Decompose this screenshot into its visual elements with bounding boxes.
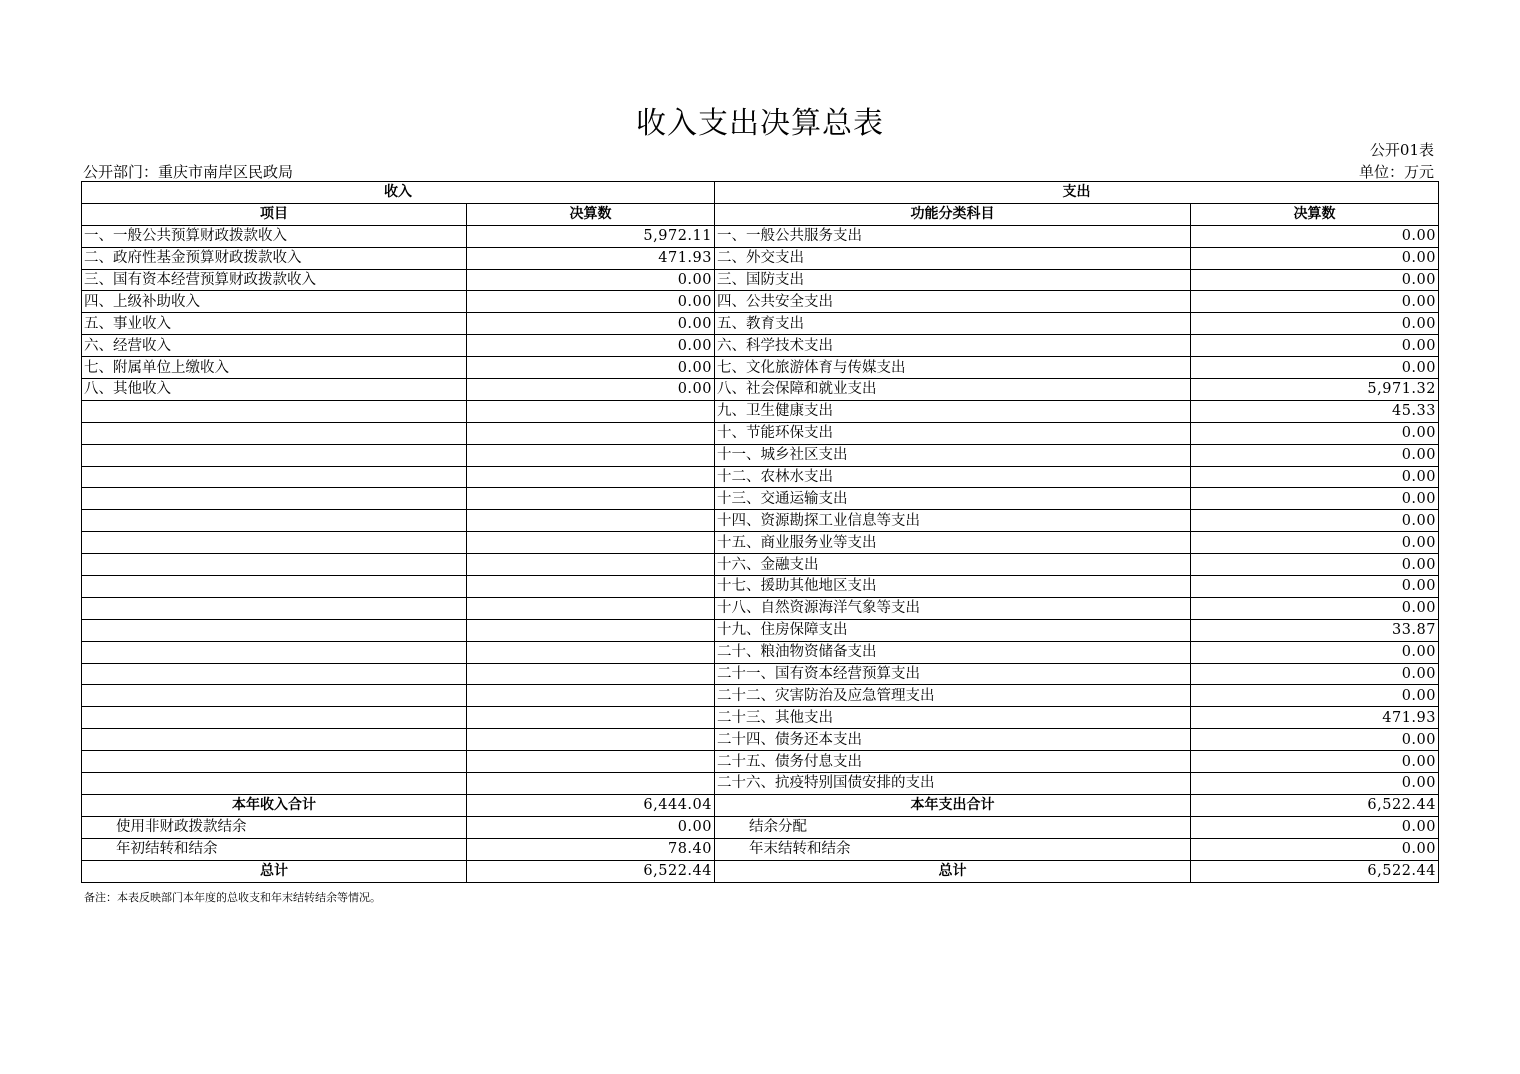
footnote: 备注：本表反映部门本年度的总收支和年末结转结余等情况。 xyxy=(84,891,381,904)
expense-amount-cell: 0.00 xyxy=(1191,838,1439,860)
page-title: 收入支出决算总表 xyxy=(636,106,884,141)
table-row xyxy=(82,422,1439,444)
income-amount-cell xyxy=(467,641,715,663)
expense-section-header: 支出 xyxy=(715,182,1439,204)
income-amount-cell xyxy=(467,532,715,554)
income-item-cell xyxy=(82,597,467,619)
income-item-cell xyxy=(82,707,467,729)
expense-amount-cell: 471.93 xyxy=(1191,707,1439,729)
expense-amount-cell: 0.00 xyxy=(1191,291,1439,313)
income-amount-cell: 6,444.04 xyxy=(467,794,715,816)
expense-item-cell: 四、公共安全支出 xyxy=(715,291,1191,313)
expense-amount-cell: 0.00 xyxy=(1191,466,1439,488)
expense-item-cell: 十五、商业服务业等支出 xyxy=(715,532,1191,554)
income-section-header: 收入 xyxy=(82,182,715,204)
income-item-cell: 三、国有资本经营预算财政拨款收入 xyxy=(82,269,467,291)
expense-item-cell: 二十二、灾害防治及应急管理支出 xyxy=(715,685,1191,707)
income-item-cell xyxy=(82,663,467,685)
income-amount-cell: 0.00 xyxy=(467,335,715,357)
table-row xyxy=(82,641,1439,663)
form-number: 公开01表 xyxy=(1369,141,1434,159)
income-item-cell xyxy=(82,773,467,795)
table-row xyxy=(82,707,1439,729)
expense-item-cell: 二十六、抗疫特别国债安排的支出 xyxy=(715,773,1191,795)
income-item-cell: 年初结转和结余 xyxy=(82,838,467,860)
expense-item-cell: 年末结转和结余 xyxy=(715,838,1191,860)
income-amount-cell xyxy=(467,619,715,641)
income-item-cell: 五、事业收入 xyxy=(82,313,467,335)
table-row xyxy=(82,532,1439,554)
income-amount-cell xyxy=(467,576,715,598)
expense-item-cell: 十八、自然资源海洋气象等支出 xyxy=(715,597,1191,619)
expense-amount-cell: 0.00 xyxy=(1191,576,1439,598)
income-item-cell: 二、政府性基金预算财政拨款收入 xyxy=(82,247,467,269)
expense-item-cell: 二十、粮油物资储备支出 xyxy=(715,641,1191,663)
expense-amount-cell: 0.00 xyxy=(1191,225,1439,247)
expense-amount-cell: 0.00 xyxy=(1191,269,1439,291)
table-row xyxy=(82,729,1439,751)
amount-column-header: 决算数 xyxy=(467,203,715,225)
expense-item-cell: 结余分配 xyxy=(715,816,1191,838)
income-amount-cell: 0.00 xyxy=(467,357,715,379)
table-row xyxy=(82,576,1439,598)
income-item-cell: 八、其他收入 xyxy=(82,379,467,401)
expense-amount-cell: 0.00 xyxy=(1191,422,1439,444)
expense-item-cell: 八、社会保障和就业支出 xyxy=(715,379,1191,401)
expense-amount-cell: 45.33 xyxy=(1191,400,1439,422)
unit-label: 单位：万元 xyxy=(1358,163,1434,181)
expense-item-cell: 十二、农林水支出 xyxy=(715,466,1191,488)
income-item-cell xyxy=(82,685,467,707)
income-item-cell xyxy=(82,444,467,466)
expense-item-cell: 本年支出合计 xyxy=(715,794,1191,816)
expense-item-cell: 十九、住房保障支出 xyxy=(715,619,1191,641)
expense-item-cell: 六、科学技术支出 xyxy=(715,335,1191,357)
expense-item-cell: 十四、资源勘探工业信息等支出 xyxy=(715,510,1191,532)
balance-row xyxy=(82,838,1439,860)
income-amount-cell: 6,522.44 xyxy=(467,860,715,882)
income-amount-cell: 78.40 xyxy=(467,838,715,860)
income-item-cell xyxy=(82,554,467,576)
table-row xyxy=(82,291,1439,313)
income-item-cell xyxy=(82,400,467,422)
expense-amount-cell: 6,522.44 xyxy=(1191,794,1439,816)
income-amount-cell: 5,972.11 xyxy=(467,225,715,247)
expense-amount-cell: 0.00 xyxy=(1191,641,1439,663)
table-row xyxy=(82,554,1439,576)
income-amount-cell: 0.00 xyxy=(467,291,715,313)
income-amount-cell xyxy=(467,510,715,532)
income-amount-cell: 0.00 xyxy=(467,313,715,335)
income-amount-cell xyxy=(467,729,715,751)
income-amount-cell xyxy=(467,488,715,510)
income-item-cell xyxy=(82,488,467,510)
income-item-cell xyxy=(82,532,467,554)
expense-amount-cell: 0.00 xyxy=(1191,247,1439,269)
table-row xyxy=(82,751,1439,773)
table-row xyxy=(82,466,1439,488)
expense-amount-cell: 0.00 xyxy=(1191,335,1439,357)
table-row xyxy=(82,400,1439,422)
expense-item-cell: 五、教育支出 xyxy=(715,313,1191,335)
expense-item-cell: 二十五、债务付息支出 xyxy=(715,751,1191,773)
expense-amount-cell: 33.87 xyxy=(1191,619,1439,641)
income-amount-cell xyxy=(467,685,715,707)
expense-item-cell: 十六、金融支出 xyxy=(715,554,1191,576)
expense-item-cell: 二、外交支出 xyxy=(715,247,1191,269)
income-item-cell xyxy=(82,422,467,444)
expense-item-cell: 三、国防支出 xyxy=(715,269,1191,291)
expense-amount-cell: 0.00 xyxy=(1191,663,1439,685)
income-amount-cell xyxy=(467,444,715,466)
expense-item-cell: 七、文化旅游体育与传媒支出 xyxy=(715,357,1191,379)
income-amount-cell: 0.00 xyxy=(467,269,715,291)
income-amount-cell xyxy=(467,466,715,488)
table-row xyxy=(82,488,1439,510)
expense-amount-cell: 0.00 xyxy=(1191,816,1439,838)
income-amount-cell: 0.00 xyxy=(467,816,715,838)
income-item-cell xyxy=(82,466,467,488)
table-row xyxy=(82,663,1439,685)
function-item-column-header: 功能分类科目 xyxy=(715,203,1191,225)
expense-item-cell: 九、卫生健康支出 xyxy=(715,400,1191,422)
income-amount-cell xyxy=(467,707,715,729)
expense-amount-cell: 0.00 xyxy=(1191,554,1439,576)
department-label: 公开部门：重庆市南岸区民政局 xyxy=(83,163,294,181)
income-item-cell: 四、上级补助收入 xyxy=(82,291,467,313)
expense-item-cell: 十一、城乡社区支出 xyxy=(715,444,1191,466)
table-row xyxy=(82,225,1439,247)
table-row xyxy=(82,357,1439,379)
table-row xyxy=(82,510,1439,532)
income-item-cell xyxy=(82,576,467,598)
expense-amount-cell: 0.00 xyxy=(1191,773,1439,795)
table-row xyxy=(82,313,1439,335)
expense-amount-cell: 0.00 xyxy=(1191,729,1439,751)
income-item-cell: 一、一般公共预算财政拨款收入 xyxy=(82,225,467,247)
income-item-cell xyxy=(82,729,467,751)
table-row xyxy=(82,685,1439,707)
expense-amount-column-header: 决算数 xyxy=(1191,203,1439,225)
expense-item-cell: 二十三、其他支出 xyxy=(715,707,1191,729)
table-row xyxy=(82,379,1439,401)
expense-item-cell: 总计 xyxy=(715,860,1191,882)
income-item-cell xyxy=(82,619,467,641)
expense-item-cell: 一、一般公共服务支出 xyxy=(715,225,1191,247)
item-column-header: 项目 xyxy=(82,203,467,225)
income-amount-cell xyxy=(467,751,715,773)
expense-item-cell: 十三、交通运输支出 xyxy=(715,488,1191,510)
income-item-cell xyxy=(82,751,467,773)
expense-amount-cell: 0.00 xyxy=(1191,751,1439,773)
expense-item-cell: 十七、援助其他地区支出 xyxy=(715,576,1191,598)
column-header-row xyxy=(82,203,1439,225)
table-row xyxy=(82,444,1439,466)
table-row xyxy=(82,597,1439,619)
expense-amount-cell: 0.00 xyxy=(1191,357,1439,379)
income-item-cell: 六、经营收入 xyxy=(82,335,467,357)
income-amount-cell xyxy=(467,554,715,576)
income-amount-cell xyxy=(467,663,715,685)
expense-amount-cell: 0.00 xyxy=(1191,444,1439,466)
budget-table xyxy=(81,181,1439,883)
income-amount-cell xyxy=(467,422,715,444)
expense-amount-cell: 0.00 xyxy=(1191,510,1439,532)
total-row xyxy=(82,860,1439,882)
subtotal-row xyxy=(82,794,1439,816)
income-item-cell: 使用非财政拨款结余 xyxy=(82,816,467,838)
income-item-cell: 七、附属单位上缴收入 xyxy=(82,357,467,379)
income-amount-cell xyxy=(467,400,715,422)
income-amount-cell xyxy=(467,597,715,619)
expense-item-cell: 二十一、国有资本经营预算支出 xyxy=(715,663,1191,685)
expense-amount-cell: 0.00 xyxy=(1191,488,1439,510)
income-amount-cell xyxy=(467,773,715,795)
income-item-cell xyxy=(82,641,467,663)
table-row xyxy=(82,269,1439,291)
expense-item-cell: 二十四、债务还本支出 xyxy=(715,729,1191,751)
table-row xyxy=(82,619,1439,641)
table-row xyxy=(82,335,1439,357)
expense-item-cell: 十、节能环保支出 xyxy=(715,422,1191,444)
income-item-cell: 本年收入合计 xyxy=(82,794,467,816)
table-row xyxy=(82,773,1439,795)
expense-amount-cell: 0.00 xyxy=(1191,532,1439,554)
expense-amount-cell: 5,971.32 xyxy=(1191,379,1439,401)
expense-amount-cell: 0.00 xyxy=(1191,597,1439,619)
section-header-row xyxy=(82,182,1439,204)
expense-amount-cell: 0.00 xyxy=(1191,313,1439,335)
balance-row xyxy=(82,816,1439,838)
income-amount-cell: 471.93 xyxy=(467,247,715,269)
expense-amount-cell: 6,522.44 xyxy=(1191,860,1439,882)
income-item-cell: 总计 xyxy=(82,860,467,882)
table-row xyxy=(82,247,1439,269)
income-amount-cell: 0.00 xyxy=(467,379,715,401)
income-item-cell xyxy=(82,510,467,532)
expense-amount-cell: 0.00 xyxy=(1191,685,1439,707)
